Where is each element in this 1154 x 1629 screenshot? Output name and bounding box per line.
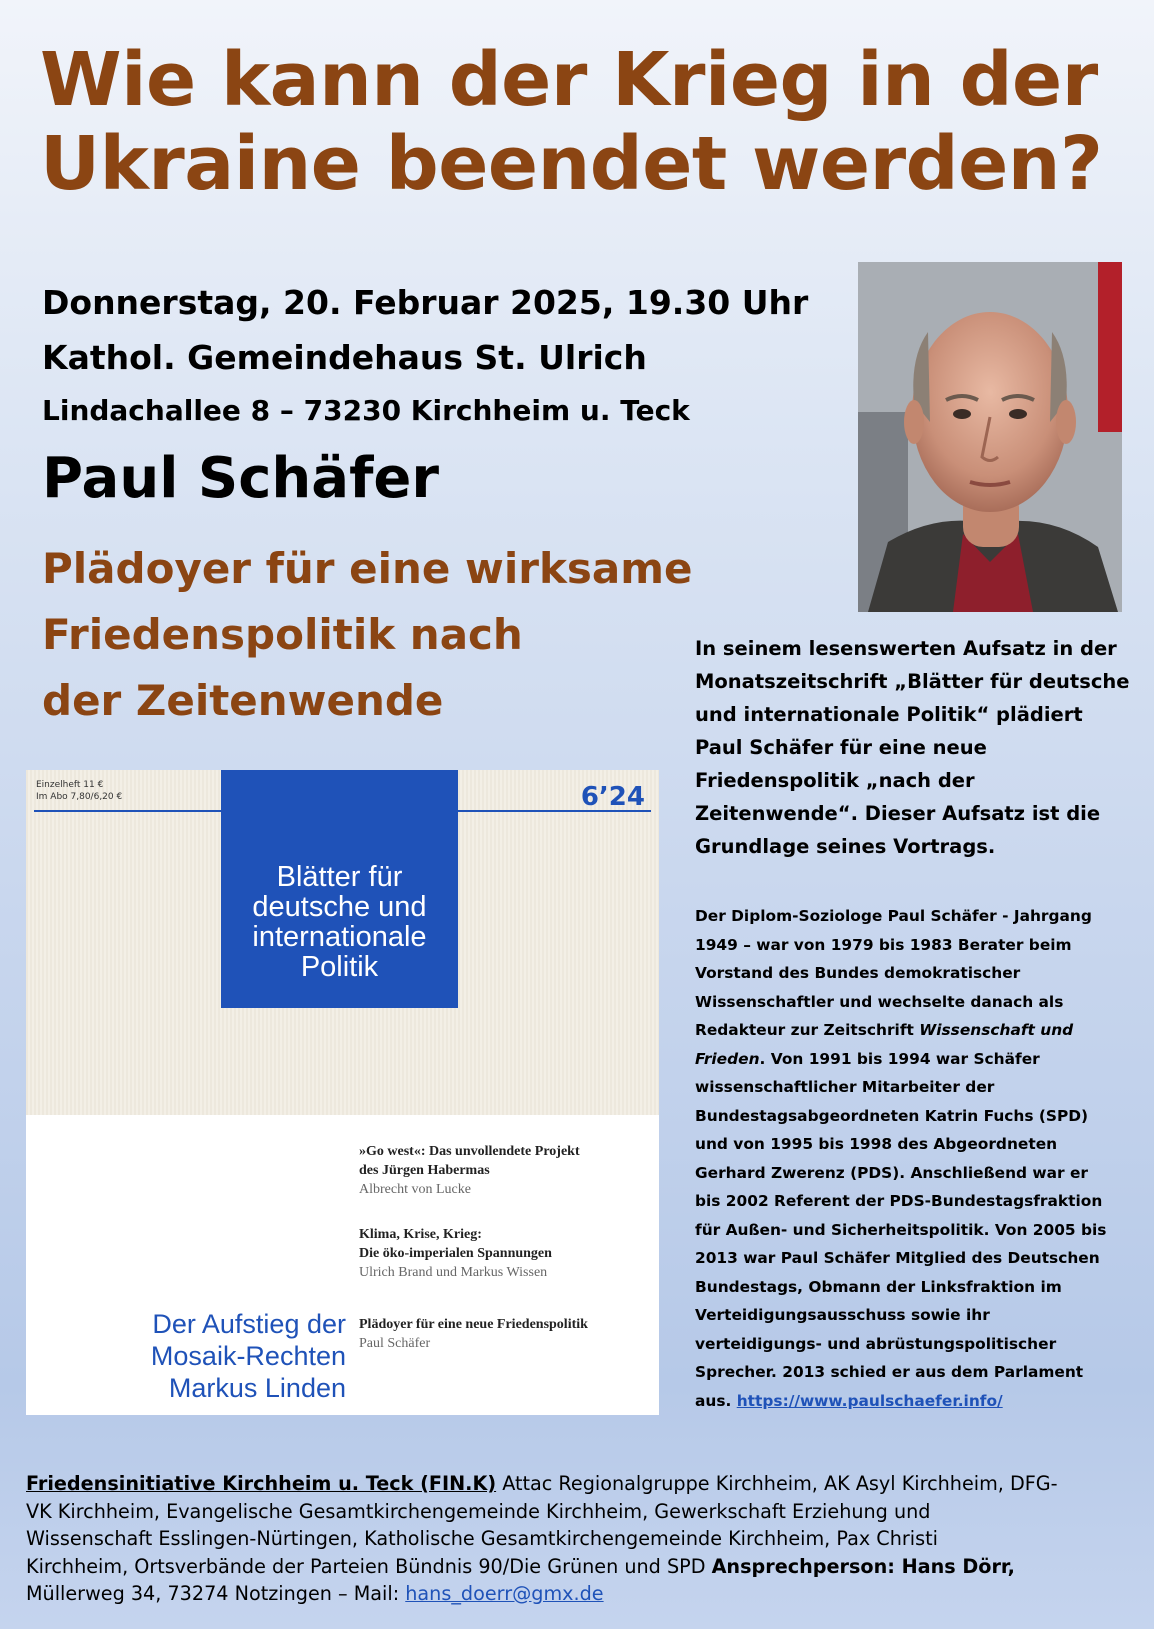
journal-name-cont: Frieden — [695, 1049, 760, 1068]
masthead-line-2: deutsche und — [252, 891, 427, 923]
cover-article-1: »Go west«: Das unvollendete Projekt des Jürgen Habermas Albrecht von Lucke — [359, 1144, 580, 1197]
cover-article-3: Plädoyer für eine neue Friedenspolitik Paul Schäfer — [359, 1317, 588, 1351]
contact-email-link[interactable]: hans_doerr@gmx.de — [405, 1582, 604, 1605]
intro-line: Monatszeitschrift „Blätter für deutsche — [695, 670, 1130, 693]
intro-line: Zeitenwende“. Dieser Aufsatz ist die — [695, 802, 1101, 825]
intro-paragraph — [695, 632, 1145, 863]
intro-line: Friedenspolitik „nach der — [695, 769, 975, 792]
bio-line: 2013 war Paul Schäfer Mitglied des Deutschen — [695, 1249, 1100, 1267]
cover-price-subscription: Im Abo 7,80/6,20 € — [36, 792, 123, 802]
cover-price-single: Einzelheft 11 € — [36, 780, 104, 790]
title-line-1: Wie kann der Krieg in der — [40, 37, 1098, 123]
journal-name: Wissenschaft und — [919, 1021, 1074, 1039]
bio-line: aus. https://www.paulschaefer.info/ — [695, 1391, 1003, 1410]
bio-line: wissenschaftlicher Mitarbeiter der — [695, 1078, 995, 1096]
cover-issue-number: 6’24 — [580, 782, 645, 812]
organizer-name: Friedensinitiative Kirchheim u. Teck (FIN.K) — [26, 1472, 497, 1495]
footer-line: VK Kirchheim, Evangelische Gesamtkirchengemeinde Kirchheim, Gewerkschaft Erziehung und — [26, 1499, 931, 1523]
bio-line: Vorstand des Bundes demokratischer — [695, 964, 1021, 982]
event-venue: Kathol. Gemeindehaus St. Ulrich — [42, 338, 647, 377]
cover-article-2: Klima, Krise, Krieg: Die öko-imperialen Spannungen Ulrich Brand und Markus Wissen — [359, 1227, 552, 1280]
footer-line: Kirchheim, Ortsverbände der Parteien Bündnis 90/Die Grünen und SPD Ansprechperson: Hans Dörr, — [26, 1554, 1015, 1578]
footer-line: Friedensinitiative Kirchheim u. Teck (FIN.K) Attac Regionalgruppe Kirchheim, AK Asyl Kirchheim, DFG- — [26, 1472, 1058, 1495]
cover-masthead-title — [221, 862, 458, 982]
talk-subtitle — [42, 536, 762, 734]
intro-line: In seinem lesenswerten Aufsatz in der — [695, 637, 1117, 660]
speaker-website-link[interactable]: https://www.paulschaefer.info/ — [736, 1391, 1003, 1410]
speaker-photo — [858, 262, 1122, 612]
intro-line: Grundlage seines Vortrags. — [695, 835, 996, 858]
masthead-line-3: internationale — [252, 921, 427, 953]
flyer-title — [40, 38, 1130, 206]
masthead-line-1: Blätter für — [276, 861, 403, 893]
bio-line: 1949 – war von 1979 bis 1983 Berater beim — [695, 935, 1072, 954]
bio-line: bis 2002 Referent der PDS-Bundestagsfraktion — [695, 1192, 1103, 1210]
event-address: Lindachallee 8 – 73230 Kirchheim u. Teck — [42, 394, 690, 427]
bio-line: Frieden. Von 1991 bis 1994 war Schäfer — [695, 1049, 1040, 1068]
event-date: Donnerstag, 20. Februar 2025, 19.30 Uhr — [42, 283, 809, 322]
bio-line: Bundestags, Obmann der Linksfraktion im — [695, 1277, 1062, 1296]
bio-line: Wissenschaftler und wechselte danach als — [695, 992, 1064, 1011]
cover-masthead — [221, 770, 458, 1008]
masthead-line-4: Politik — [300, 951, 379, 983]
speaker-name: Paul Schäfer — [42, 446, 440, 511]
cover-lead-article — [66, 1308, 346, 1404]
lead-line-1: Der Aufstieg der — [152, 1309, 346, 1339]
bio-line: Gerhard Zwerenz (PDS). Anschließend war er — [695, 1163, 1089, 1182]
footer-line: Müllerweg 34, 73274 Notzingen – Mail: hans_doerr@gmx.de — [26, 1582, 604, 1605]
bio-line: Der Diplom-Soziologe Paul Schäfer - Jahrgang — [695, 907, 1092, 925]
speaker-portrait-icon — [858, 262, 1122, 612]
bio-line: verteidigungs- und abrüstungspolitischer — [695, 1334, 1057, 1353]
subtitle-line-2: Friedenspolitik nach — [42, 610, 523, 659]
lead-line-2: Mosaik-Rechten — [150, 1341, 346, 1371]
magazine-cover — [26, 770, 659, 1415]
bio-line: und von 1995 bis 1998 des Abgeordneten — [695, 1135, 1058, 1153]
lead-author: Markus Linden — [168, 1373, 346, 1403]
subtitle-line-3: der Zeitenwende — [42, 676, 444, 725]
intro-line: und internationale Politik“ plädiert — [695, 703, 1083, 726]
bio-line: Sprecher. 2013 schied er aus dem Parlament — [695, 1363, 1084, 1381]
bio-line: Redakteur zur Zeitschrift Wissenschaft und — [695, 1021, 1074, 1039]
subtitle-line-1: Plädoyer für eine wirksame — [42, 544, 693, 593]
organizers-footer — [26, 1470, 1136, 1608]
bio-line: Verteidigungsausschuss sowie ihr — [695, 1306, 990, 1324]
intro-line: Paul Schäfer für eine neue — [695, 736, 987, 759]
contact-label: Ansprechperson — [711, 1554, 888, 1578]
title-line-2: Ukraine beendet werden? — [40, 121, 1103, 207]
speaker-biography — [695, 902, 1145, 1415]
bio-line: für Außen- und Sicherheitspolitik. Von 2005 bis — [695, 1220, 1107, 1239]
bio-line: Bundestagsabgeordneten Katrin Fuchs (SPD) — [695, 1106, 1089, 1125]
footer-line: Wissenschaft Esslingen-Nürtingen, Katholische Gesamtkirchengemeinde Kirchheim, Pax Christi — [26, 1527, 938, 1550]
